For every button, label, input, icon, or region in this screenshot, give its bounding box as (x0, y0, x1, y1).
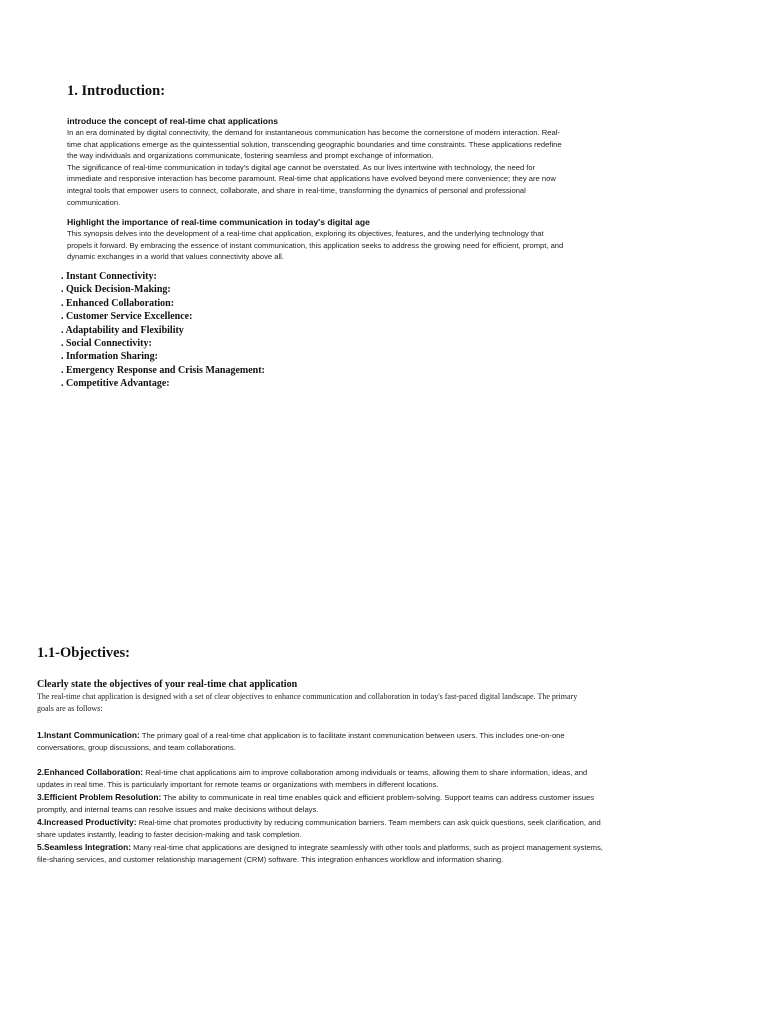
list-item: . Enhanced Collaboration: (61, 297, 175, 309)
objective-item (37, 841, 697, 866)
importance-paragraph: This synopsis delves into the development of a real-time chat application, exploring its objectives, features, and the underlying technology that propels it forward. By embracing the essence of instant communication, this application seeks to address the growing need for efficient, prompt, and dynamic exchanges in a world that values connectivity above all. (67, 229, 564, 262)
list-item: . Quick Decision-Making: (61, 284, 171, 296)
objective-label: 4.Increased Productivity: (37, 817, 137, 827)
objectives-subheading: Clearly state the objectives of your real-time chat application (37, 679, 298, 690)
objectives-intro: The real-time chat application is designed with a set of clear objectives to enhance communication and collaboration in today's fast-paced digital landscape. The primary goals are as follows: (37, 692, 578, 713)
objective-item (37, 816, 697, 841)
concept-paragraph: In an era dominated by digital connectivity, the demand for instantaneous communication has become the cornerstone of modern interaction. Real- time chat applications emerge as the quintessential solution, transcending geographic boundaries and time constraints. These applications redefine the way individuals and organizations communicate, fostering seamless and prompt exchange of information. The significance of real-time communication in today's digital age cannot be overstated. As our lives intertwine with technology, the need for immediate and responsive interaction has become paramount. Real-time chat applications have evolved beyond mere convenience; they are now integral tools that empower users to connect, collaborate, and share in real-time, transforming the dynamics of personal and professional communication. (67, 128, 562, 207)
objective-item (37, 766, 697, 791)
introduction-heading: 1. Introduction: (67, 83, 166, 99)
objective-item (37, 729, 697, 754)
objective-label: 3.Efficient Problem Resolution: (37, 792, 162, 802)
importance-subheading: Highlight the importance of real-time communication in today's digital age (67, 217, 370, 228)
importance-list (61, 270, 657, 391)
objective-item (37, 791, 697, 816)
list-item: . Social Connectivity: (61, 337, 152, 349)
list-item: . Emergency Response and Crisis Management: (61, 364, 265, 376)
objective-text: The primary goal of a real-time chat application is to facilitate instant communication between users. This includes one-on-one conversations, group discussions, and team collaborations. (37, 731, 565, 752)
objective-label: 2.Enhanced Collaboration: (37, 767, 144, 777)
concept-subheading: introduce the concept of real-time chat applications (67, 116, 279, 126)
list-item: . Information Sharing: (61, 351, 158, 363)
objective-text: Real-time chat promotes productivity by reducing communication barriers. Team members can ask quick questions, seek clarification, and share updates instantly, leading to faster decision-making and task completion. (37, 818, 601, 839)
objectives-section (37, 644, 697, 866)
list-item: . Instant Connectivity: (61, 270, 157, 282)
objective-label: 1.Instant Communication: (37, 730, 140, 740)
objective-label: 5.Seamless Integration: (37, 842, 132, 852)
objective-text: Many real-time chat applications are designed to integrate seamlessly with other tools and platforms, such as project management systems, file-sharing services, and customer relationship management (CRM) software. This integration enhances workflow and information sharing. (37, 843, 603, 864)
introduction-section (61, 82, 657, 391)
objectives-heading: 1.1-Objectives: (37, 645, 131, 661)
list-item: . Customer Service Excellence: (61, 311, 193, 323)
list-item: . Competitive Advantage: (61, 378, 170, 390)
list-item: . Adaptability and Flexibility (61, 324, 184, 336)
objective-text: The ability to communicate in real time enables quick and efficient problem-solving. Support teams can address customer issues promptly, and internal teams can resolve issues and make decisions without delays. (37, 793, 595, 814)
objective-text: Real-time chat applications aim to improve collaboration among individuals or teams, allowing them to share information, ideas, and updates in real time. This is particularly important for remote teams or organizations with members in different locations. (37, 768, 588, 789)
